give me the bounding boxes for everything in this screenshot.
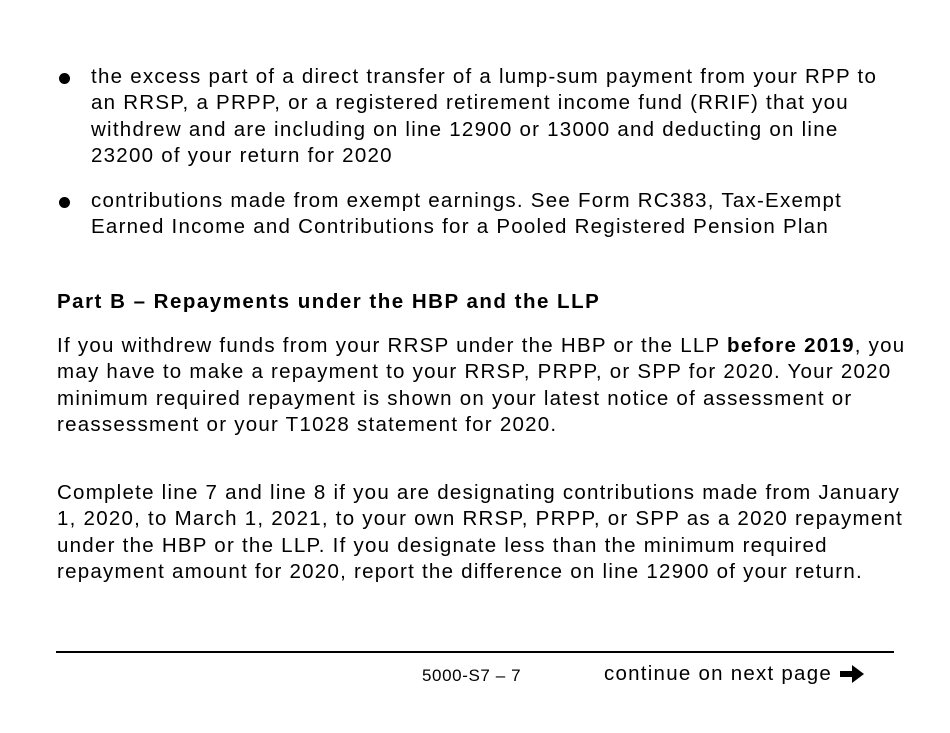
paragraph-text: , you may have to make a repayment to your RRSP, PRPP, or SPP for 2020. Your 2020 minimum required repayment is shown on your latest notice of assessment or reassessment or your T1028 statement for 2020. <box>57 334 906 436</box>
bullet-icon <box>59 73 70 84</box>
page-number: 5000-S7 – 7 <box>422 666 522 685</box>
bullet-text: the excess part of a direct transfer of a lump-sum payment from your RPP to an RRSP, a PRPP, or a registered retirement income fund (RRIF) that you withdrew and are including on line 12900 or 13000 and deducting on line 23200 of your return for 2020 <box>91 65 878 167</box>
section-heading: Part B – Repayments under the HBP and the LLP <box>57 290 601 313</box>
footer-divider <box>56 651 894 653</box>
list-item <box>57 64 897 169</box>
continue-next-page <box>604 662 866 686</box>
paragraph-emphasis: before 2019 <box>727 334 855 357</box>
list-item <box>57 188 897 241</box>
continue-label: continue on next page <box>604 662 832 685</box>
arrow-right-icon <box>838 663 866 685</box>
bullet-text: contributions made from exempt earnings. See Form RC383, Tax-Exempt Earned Income and Contributions for a Pooled Registered Pension Plan <box>91 189 843 239</box>
bullet-list <box>57 64 897 260</box>
bullet-icon <box>59 197 70 208</box>
paragraph-designation-info: Complete line 7 and line 8 if you are designating contributions made from January 1, 2020, to March 1, 2021, to your own RRSP, PRPP, or SPP as a 2020 repayment under the HBP or the LLP. If you designate less than the minimum required repayment amount for 2020, report the difference on line 12900 of your return. <box>57 481 904 583</box>
paragraph-withdrawal-info <box>57 333 907 438</box>
paragraph-text: If you withdrew funds from your RRSP under the HBP or the LLP <box>57 334 728 357</box>
